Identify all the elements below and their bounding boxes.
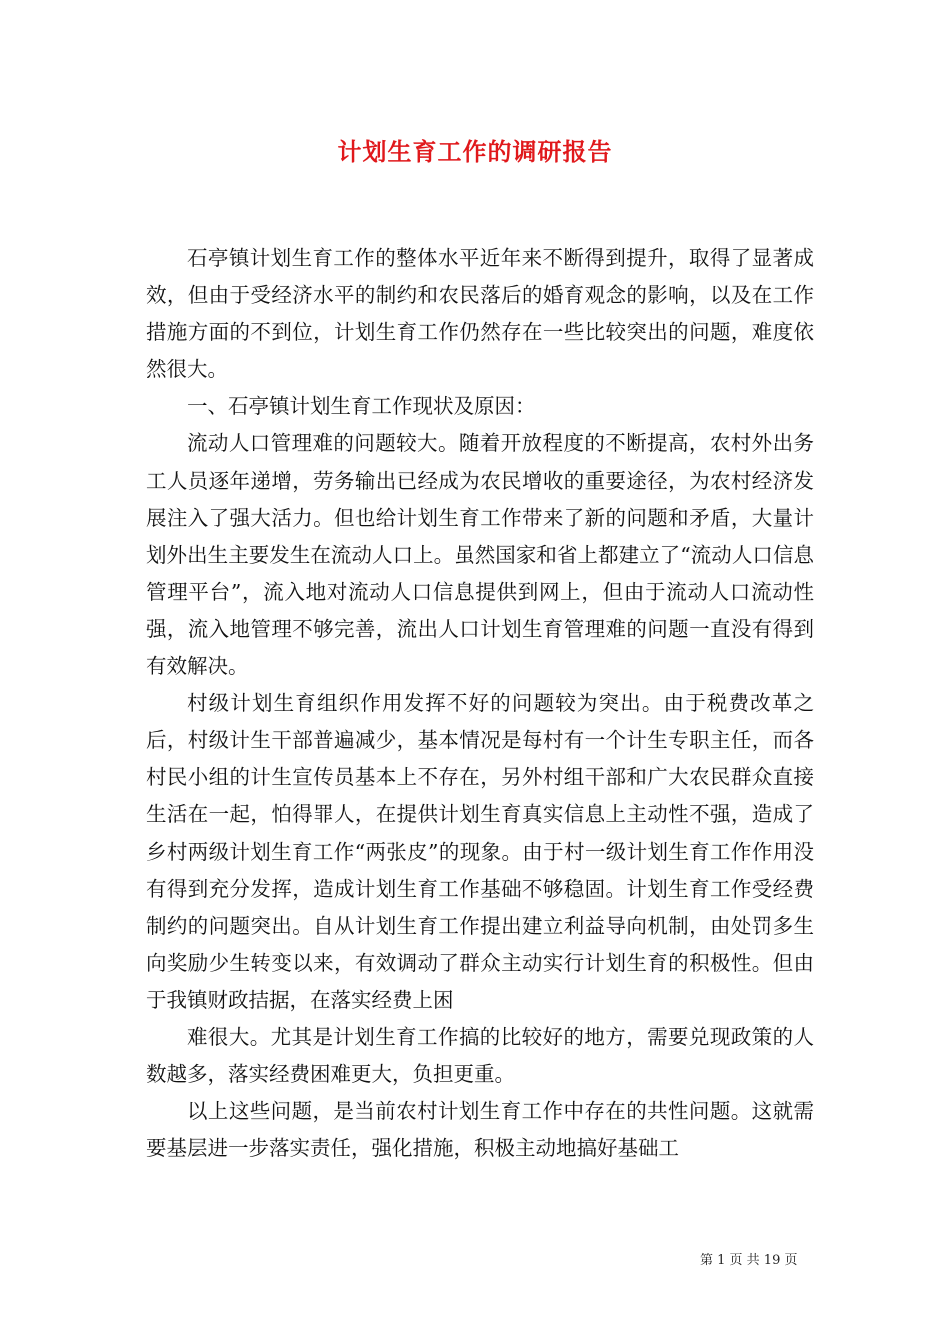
page-number-footer: 第 1 页 共 19 页 — [700, 1253, 798, 1268]
paragraph-village-organization: 村级计划生育组织作用发挥不好的问题较为突出。由于税费改革之后，村级计生干部普遍减少，基本情况是每村有一个计生专职主任，而各村民小组的计生宣传员基本上不存在，另外村组干部和广大农民群众直接生活在一起，怕得罪人，在提供计划生育真实信息上主动性不强，造成了乡村两级计划生育工作“两张皮”的现象。由于村一级计划生育工作作用没有得到充分发挥，造成计划生育工作基础不够稳固。计划生育工作受经费制约的问题突出。自从计划生育工作提出建立利益导向机制，由处罚多生向奖励少生转变以来，有效调动了群众主动实行计划生育的积极性。但由于我镇财政拮据，在落实经费上困 — [146, 691, 814, 1012]
paragraph-floating-population: 流动人口管理难的问题较大。随着开放程度的不断提高，农村外出务工人员逐年递增，劳务输出已经成为农民增收的重要途径，为农村经济发展注入了强大活力。但也给计划生育工作带来了新的问题和矛盾，大量计划外出生主要发生在流动人口上。虽然国家和省上都建立了“流动人口信息管理平台”，流入地对流动人口信息提供到网上，但由于流动人口流动性强，流入地管理不够完善，流出人口计划生育管理难的问题一直没有得到有效解决。 — [146, 431, 814, 679]
document-body — [146, 240, 814, 1167]
paragraph-intro: 石亭镇计划生育工作的整体水平近年来不断得到提升，取得了显著成效，但由于受经济水平的制约和农民落后的婚育观念的影响，以及在工作措施方面的不到位，计划生育工作仍然存在一些比较突出的问题，难度依然很大。 — [146, 246, 814, 382]
paragraph-conclusion: 以上这些问题，是当前农村计划生育工作中存在的共性问题。这就需要基层进一步落实责任，强化措施，积极主动地搞好基础工 — [146, 1099, 814, 1161]
document-title: 计划生育工作的调研报告 — [337, 137, 613, 166]
section-heading: 一、石亭镇计划生育工作现状及原因： — [187, 394, 536, 419]
paragraph-funding-difficulty: 难很大。尤其是计划生育工作搞的比较好的地方，需要兑现政策的人数越多，落实经费困难更大，负担更重。 — [146, 1024, 814, 1087]
